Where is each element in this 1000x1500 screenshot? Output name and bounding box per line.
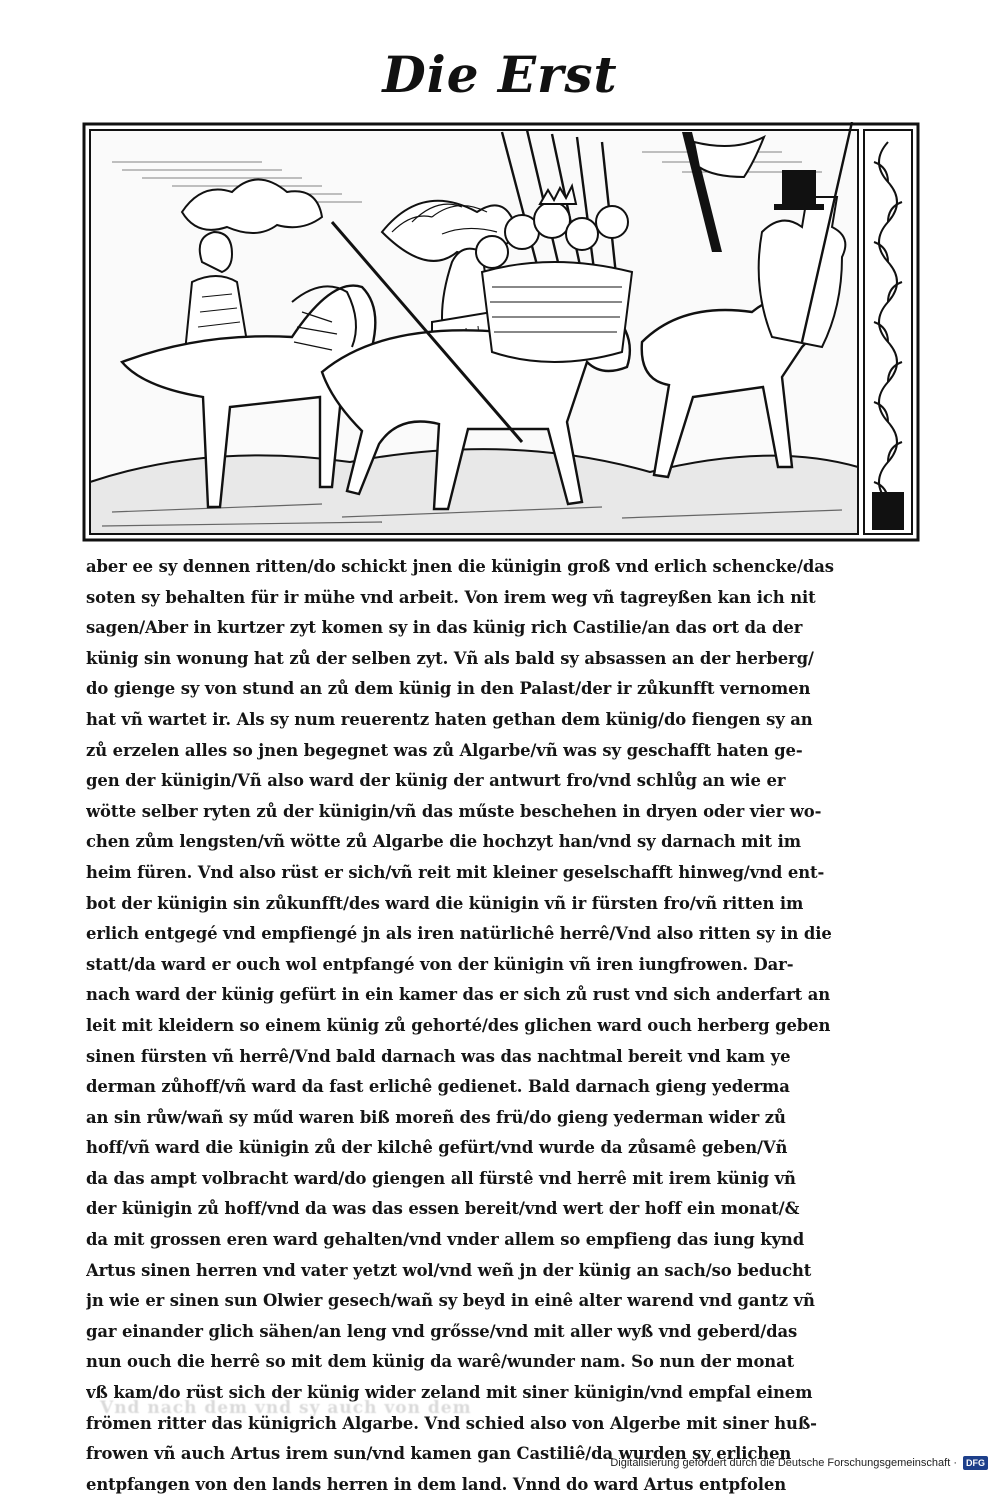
text-line: statt/da ward er ouch wol entpfangé von der künigin vñ iren iungfrowen. Dar- xyxy=(86,954,794,974)
text-line: nach ward der künig gefürt in ein kamer das er sich zů rust vnd sich anderfart an xyxy=(86,985,831,1005)
text-line: aber ee sy dennen ritten/do schickt jnen die künigin groß vnd erlich schencke/das xyxy=(86,557,834,576)
text-line: an sin růw/wañ sy műd waren biß moreñ des frü/do gieng yederman wider zů xyxy=(86,1107,786,1127)
text-line: sagen/Aber in kurtzer zyt komen sy in das künig rich Castilie/an das ort da der xyxy=(86,618,803,638)
text-line: wötte selber ryten zů der künigin/vñ das műste beschehen in dryen oder vier wo- xyxy=(86,801,822,821)
text-line: gen der künigin/Vñ also ward der künig der antwurt fro/vnd schlůg an wie er xyxy=(86,771,786,791)
text-line: zů erzelen alles so jnen begegnet was zů Algarbe/vñ was sy geschafft haten ge- xyxy=(86,740,803,760)
text-line: nun ouch die herrê so mit dem künig da warê/wunder nam. So nun der monat xyxy=(86,1352,795,1372)
footer-text: Digitalisierung gefördert durch die Deutsche Forschungsgemeinschaft · xyxy=(610,1457,957,1469)
text-line: frömen ritter das künigrich Algarbe. Vnd schied also von Algerbe mit siner huß- xyxy=(86,1413,817,1433)
text-line: der künigin zů hoff/vnd da was das essen bereit/vnd wert der hoff ein monat/& xyxy=(86,1199,800,1219)
text-line: sinen fürsten vñ herrê/Vnd bald darnach was das nachtmal bereit vnd kam ye xyxy=(86,1046,791,1066)
text-line: hat vñ wartet ir. Als sy num reuerentz haten gethan dem künig/do fiengen sy an xyxy=(86,709,813,729)
footer-credit xyxy=(610,1454,988,1472)
text-line: do gienge sy von stund an zů dem künig in den Palast/der ir zůkunfft vernomen xyxy=(86,679,811,699)
page-header-title: Die Erst xyxy=(382,45,618,104)
text-line: künig sin wonung hat zů der selben zyt. Vñ als bald sy absassen an der herberg/ xyxy=(86,648,814,668)
faded-line: Vnd nach dem vnd sy auch von dem xyxy=(100,1398,472,1418)
text-line: gar einander glich sähen/an leng vnd grősse/vnd mit aller wyß vnd geberd/das xyxy=(86,1321,798,1341)
text-line: da das ampt volbracht ward/do giengen all fürstê vnd herrê mit irem künig vñ xyxy=(86,1168,796,1188)
text-line: hoff/vñ ward die künigin zů der kilchê gefürt/vnd wurde da zůsamê geben/Vñ xyxy=(86,1138,788,1158)
text-line: entpfangen von den lands herren in dem land. Vnnd do ward Artus entpfolen xyxy=(86,1474,787,1494)
text-line: soten sy behalten für ir mühe vnd arbeit. Von irem weg vñ tagreyßen kan ich nit xyxy=(86,587,816,607)
text-line: vß kam/do rüst sich der künig wider zeland mit siner künigin/vnd empfal einem xyxy=(86,1383,813,1403)
text-line: frowen vñ auch Artus irem sun/vnd kamen gan Castiliê/da wurden sy erlichen xyxy=(86,1444,792,1464)
body-text xyxy=(86,552,926,1500)
text-line: da mit grossen eren ward gehalten/vnd vnder allem so empfieng das iung kynd xyxy=(86,1230,805,1250)
text-line: jn wie er sinen sun Olwier gesech/wañ sy beyd in einê alter warend vnd gantz vñ xyxy=(86,1291,815,1311)
text-line: Artus sinen herren vnd vater yetzt wol/vnd weñ jn der künig an sach/so beducht xyxy=(86,1260,812,1280)
text-line: leit mit kleidern so einem künig zů gehorté/des glichen ward ouch herberg geben xyxy=(86,1015,831,1035)
text-line: chen zům lengsten/vñ wötte zů Algarbe die hochzyt han/vnd sy darnach mit im xyxy=(86,832,801,852)
text-line: bot der künigin sin zůkunfft/des ward die künigin vñ ir fürsten fro/vñ ritten im xyxy=(86,893,804,913)
dfg-logo-icon: DFG xyxy=(963,1456,988,1470)
show-through-text xyxy=(100,1398,640,1424)
woodcut-illustration xyxy=(82,122,920,542)
text-line: erlich entgegé vnd empfiengé jn als iren natürlichê herrê/Vnd also ritten sy in die xyxy=(86,924,832,944)
text-line: heim füren. Vnd also rüst er sich/vñ reit mit kleiner geselschafft hinweg/vnd ent- xyxy=(86,862,825,882)
text-line: derman zůhoff/vñ ward da fast erlichê gedienet. Bald darnach gieng yederma xyxy=(86,1077,790,1097)
